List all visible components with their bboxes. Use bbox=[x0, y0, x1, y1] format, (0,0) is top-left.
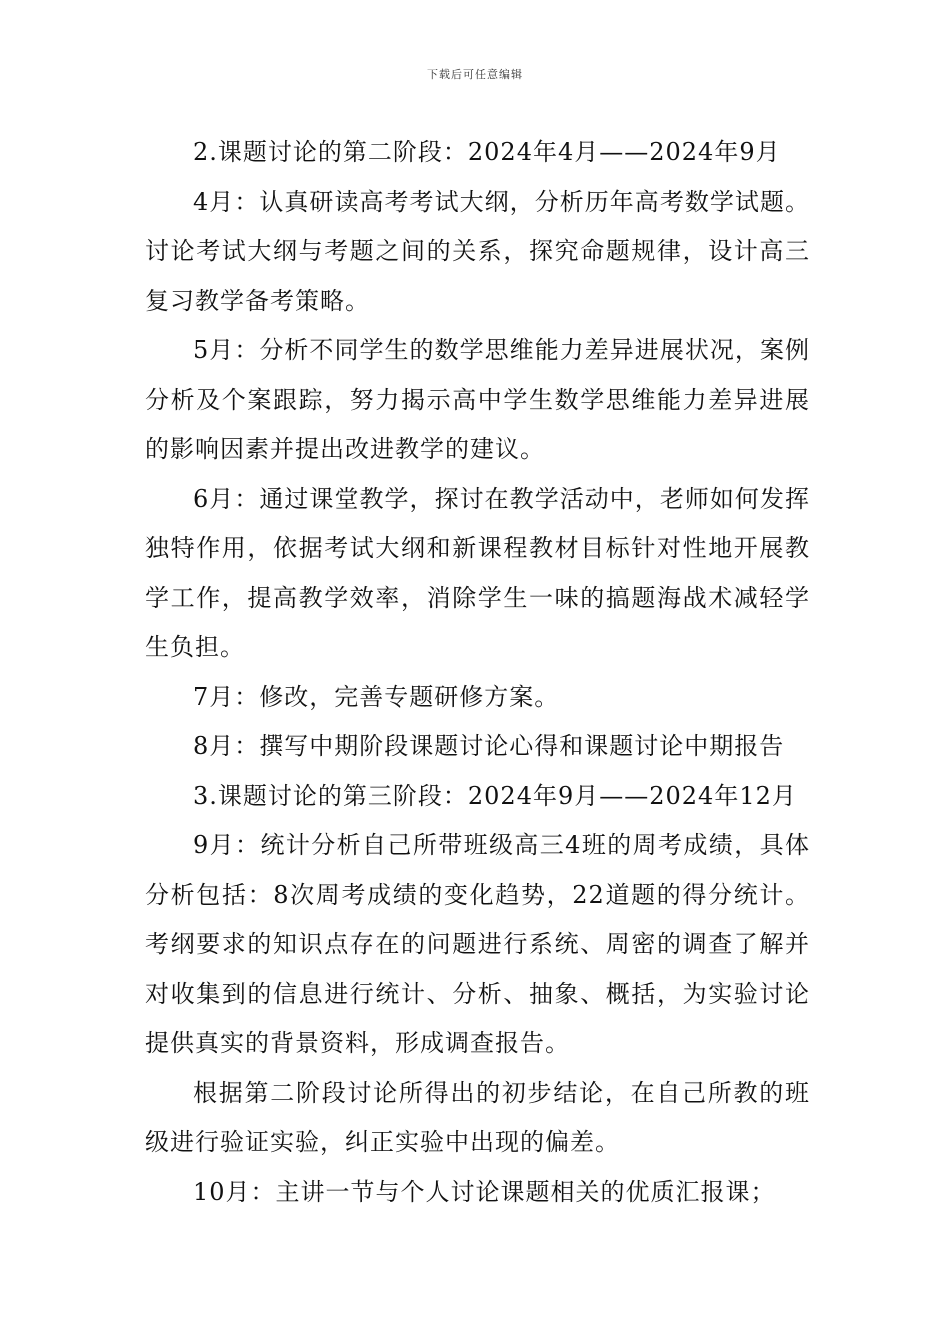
paragraph-october: 10月：主讲一节与个人讨论课题相关的优质汇报课； bbox=[193, 1177, 776, 1206]
paragraph-stage-two: 2.课题讨论的第二阶段：2024年4月——2024年9月 bbox=[193, 138, 781, 166]
paragraph-may: 5月：分析不同学生的数学思维能力差异进展状况，案例分析及个案跟踪，努力揭示高中学生数学思维能力差异进展的影响因素并提出改进教学的建议。 bbox=[145, 336, 810, 463]
paragraph-verification: 根据第二阶段讨论所得出的初步结论，在自己所教的班级进行验证实验，纠正实验中出现的偏差。 bbox=[145, 1078, 810, 1156]
header-note: 下载后可任意编辑 bbox=[427, 68, 523, 81]
paragraph-july: 7月：修改，完善专题研修方案。 bbox=[193, 682, 560, 711]
paragraph-august: 8月：撰写中期阶段课题讨论心得和课题讨论中期报告 bbox=[193, 732, 785, 760]
paragraph-april: 4月：认真研读高考考试大纲，分析历年高考数学试题。讨论考试大纲与考题之间的关系，探究命题规律，设计高三复习教学备考策略。 bbox=[145, 187, 810, 315]
paragraph-june: 6月：通过课堂教学，探讨在教学活动中，老师如何发挥独特作用，依据考试大纲和新课程教材目标针对性地开展教学工作，提高教学效率，消除学生一味的搞题海战术减轻学生负担。 bbox=[145, 484, 810, 661]
paragraph-stage-three: 3.课题讨论的第三阶段：2024年9月——2024年12月 bbox=[193, 781, 797, 810]
paragraph-september: 9月：统计分析自己所带班级高三4班的周考成绩，具体分析包括：8次周考成绩的变化趋势，22道题的得分统计。考纲要求的知识点存在的问题进行系统、周密的调查了解并对收集到的信息进行统计、分析、抽象、概括，为实验讨论提供真实的背景资料，形成调查报告。 bbox=[145, 831, 810, 1057]
document-body bbox=[145, 128, 810, 1217]
